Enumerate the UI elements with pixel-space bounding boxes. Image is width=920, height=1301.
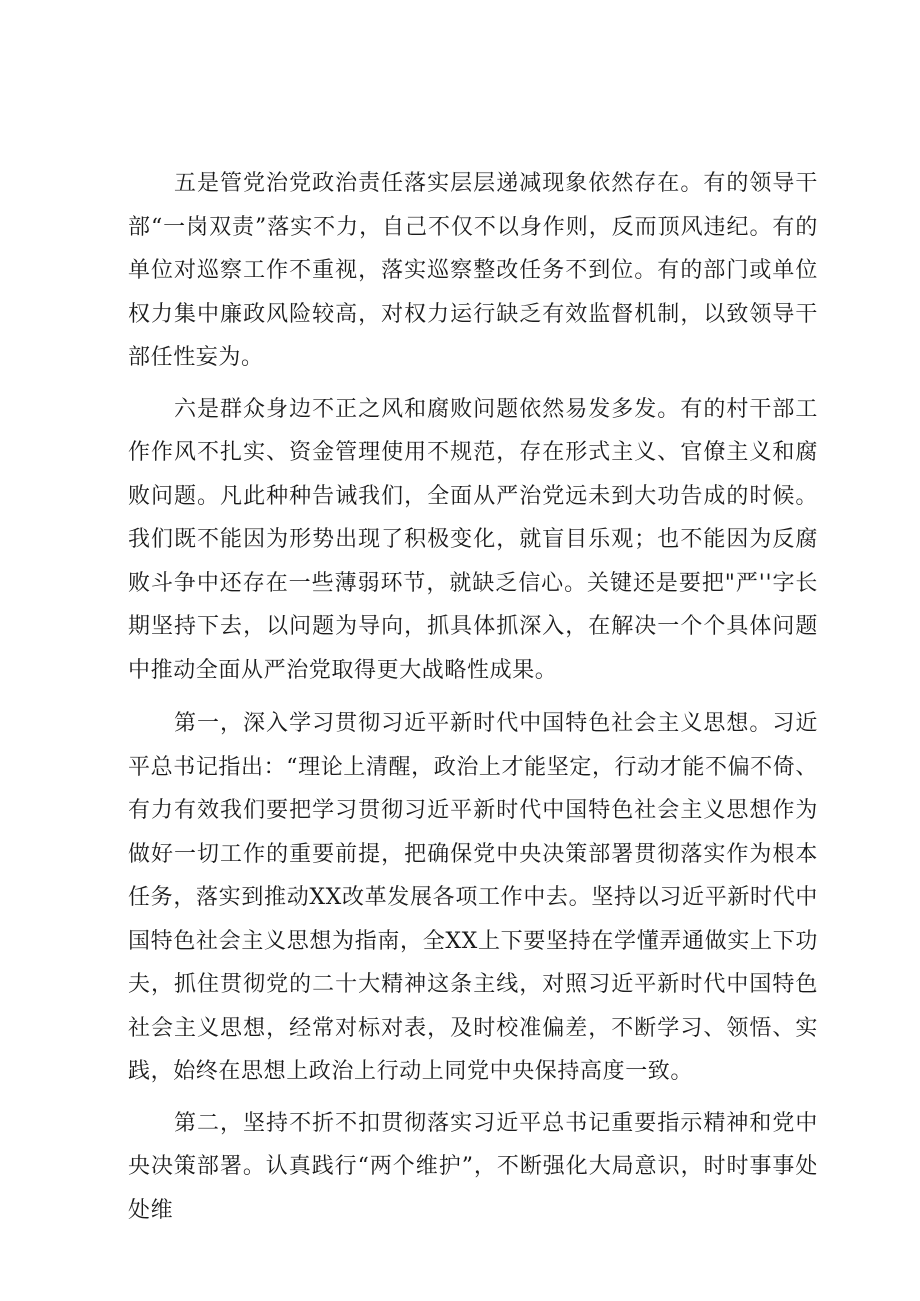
paragraph-five-is: 五是管党治党政治责任落实层层递减现象依然存在。有的领导干部“一岗双责”落实不力，自己不仅不以身作则，反而顶风违纪。有的单位对巡察工作不重视，落实巡察整改任务不到位。有的部门或单位权力集中廉政风险较高，对权力运行缺乏有效监督机制，以致领导干部任性妄为。 bbox=[128, 171, 818, 370]
document-body bbox=[128, 162, 818, 1232]
paragraph-second: 第二，坚持不折不扣贯彻落实习近平总书记重要指示精神和党中央决策部署。认真践行“两个维护”，不断强化大局意识，时时事事处处维 bbox=[128, 1110, 818, 1223]
paragraph-first: 第一，深入学习贯彻习近平新时代中国特色社会主义思想。习近平总书记指出：“理论上清醒，政治上才能坚定，行动才能不偏不倚、有力有效我们要把学习贯彻习近平新时代中国特色社会主义思想作为做好一切工作的重要前提，把确保党中央决策部署贯彻落实作为根本任务，落实到推动XX改革发展各项工作中去。坚持以习近平新时代中国特色社会主义思想为指南，全XX上下要坚持在学懂弄通做实上下功夫，抓住贯彻党的二十大精神这条主线，对照习近平新时代中国特色社会主义思想，经常对标对表，及时校准偏差，不断学习、领悟、实践，始终在思想上政治上行动上同党中央保持高度一致。 bbox=[128, 711, 818, 1084]
paragraph-six-is: 六是群众身边不正之风和腐败问题依然易发多发。有的村干部工作作风不扎实、资金管理使用不规范，存在形式主义、官僚主义和腐败问题。凡此种种告诫我们，全面从严治党远未到大功告成的时候。我们既不能因为形势出现了积极变化，就盲目乐观；也不能因为反腐败斗争中还存在一些薄弱环节，就缺乏信心。关键还是要把"严''字长期坚持下去，以问题为导向，抓具体抓深入，在解决一个个具体问题中推动全面从严治党取得更大战略性成果。 bbox=[128, 396, 818, 683]
